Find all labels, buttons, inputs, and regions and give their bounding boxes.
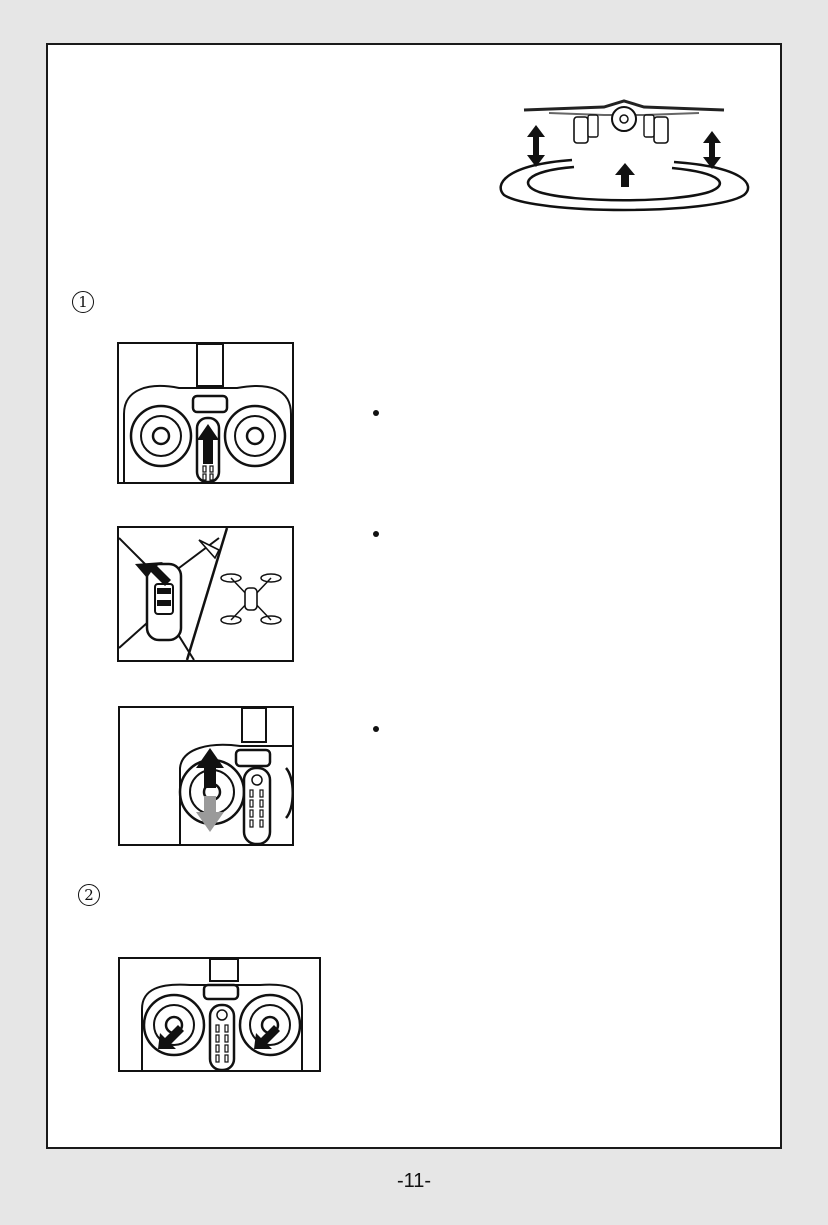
drone-hover-illustration — [494, 95, 754, 215]
controller-power-button — [117, 342, 294, 484]
controller-throttle-up-down — [118, 706, 294, 846]
step-marker-2: 2 — [78, 884, 100, 906]
bullet-2 — [373, 531, 379, 537]
bullet-1 — [373, 410, 379, 416]
controller-sticks-inward-down — [118, 957, 321, 1072]
bullet-3 — [373, 726, 379, 732]
step-marker-1: 1 — [72, 291, 94, 313]
drone-power-switch — [117, 526, 294, 662]
page-number: -11- — [396, 1170, 432, 1192]
